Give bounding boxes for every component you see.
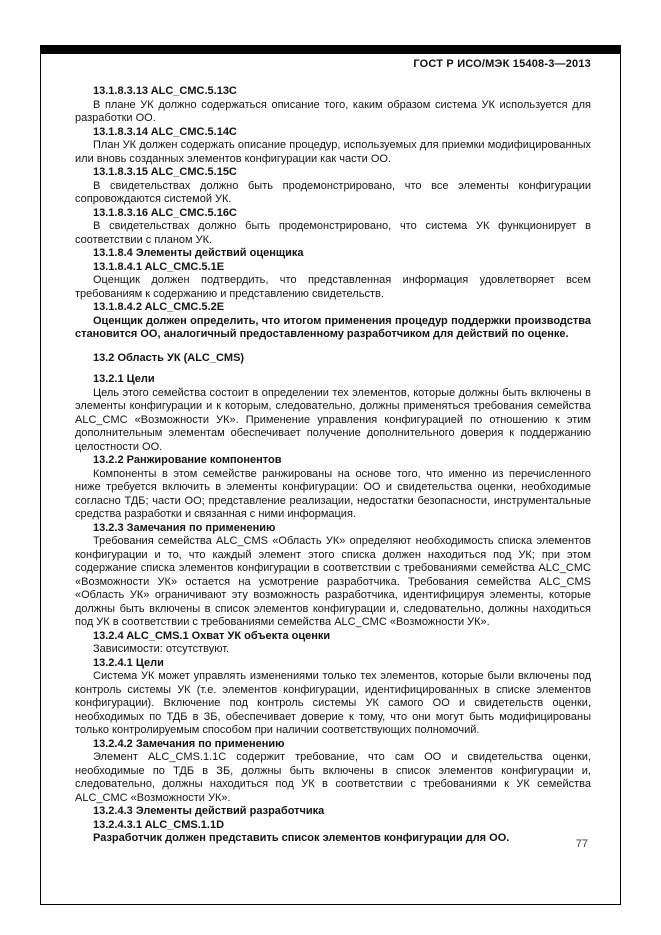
- paragraph: Оценщик должен подтвердить, что представленная информация удовлетворяет всем требованиям к содержанию и представлению свидетельств.: [75, 274, 591, 300]
- section-heading: 13.2 Область УК (ALC_CMS): [93, 351, 245, 364]
- clause-heading: 13.1.8.3.14 ALC_CMC.5.14C: [93, 125, 237, 138]
- bold-paragraph: Оценщик должен определить, что итогом применения процедур поддержки производства становится ОО, аналогичный предоставленному разработчиком для действий по оценке.: [75, 314, 591, 340]
- clause-heading: 13.1.8.3.13 ALC_CMC.5.13C: [93, 85, 237, 97]
- clause-heading: 13.1.8.4 Элементы действий оценщика: [93, 247, 304, 259]
- clause-heading: 13.1.8.4.1 ALC_CMC.5.1E: [93, 260, 225, 273]
- clause-heading: 13.2.4 ALC_CMS.1 Охват УК объекта оценки: [93, 629, 331, 642]
- paragraph: Элемент ALC_CMS.1.1C содержит требование, что сам ОО и свидетельства оценки, необходимые по ТДБ в ЗБ, должны быть включены в список элементов конфигурации и, следовательно, должны находиться под УК в соответствии с требованиями к УК семейства ALC_CMC «Возможности УК».: [75, 751, 591, 804]
- page-footer: [576, 838, 588, 850]
- paragraph: Требования семейства ALC_CMS «Область УК» определяют необходимость списка элементов конфигурации и то, что каждый элемент этого списка должен находиться под УК; при этом содержание списка элементов конфигурации в соответствии с требованиями семейства ALC_CMC «Возможности УК» остается на усмотрение разработчика. Требования семейства ALC_CMS «Область УК» ограничивают эту возможность разработчика, идентифицируя элементы, которые должны быть включены в список элементов конфигурации и, следовательно, должны находиться под УК в соответствии с требованиями семейства ALC_CMC «Возможности УК».: [75, 535, 591, 628]
- paragraph: Компоненты в этом семействе ранжированы на основе того, что именно из перечисленного ниже требуется включить в элементы конфигурации: ОО и свидетельства оценки, необходимые согласно ТДБ; части ОО; представление реализации, недостатки безопасности, инструментальные средства разработки и связанная с ними информация.: [75, 467, 591, 520]
- doc-code: ГОСТ Р ИСО/МЭК 15408-3—2013: [413, 58, 591, 70]
- bold-paragraph: Разработчик должен представить список элементов конфигурации для ОО.: [93, 832, 510, 844]
- clause-heading: 13.1.8.3.16 ALC_CMC.5.16C: [93, 206, 237, 219]
- paragraph: Зависимости: отсутствуют.: [93, 643, 230, 655]
- page-number: 77: [575, 838, 588, 850]
- clause-heading: 13.2.4.2 Замечания по применению: [93, 737, 285, 750]
- paragraph: Цель этого семейства состоит в определении тех элементов, которые должны быть включены в элементы конфигурации и к которым, следовательно, должны применяться требования семейства ALC_CMC «Возможности УК». Применение управления конфигурацией по отношению к этим дополнительным элементам обеспечивает получение дополнительного доверия к поддержанию целостности ОО.: [75, 386, 591, 453]
- paragraph: Система УК может управлять изменениями только тех элементов, которые были включены под контроль системы УК (т.е. элементов конфигурации, идентифицированных в списке элементов конфигурации). Включение под контроль системы УК самого ОО и свидетельств оценки, необходимых по ТДБ в ЗБ, обеспечивает доверие к тому, что они могут быть модифицированы только контролируемым способом при наличии соответствующих полномочий.: [75, 670, 591, 736]
- clause-heading: 13.1.8.4.2 ALC_CMC.5.2E: [93, 301, 225, 313]
- paragraph: План УК должен содержать описание процедур, используемых для приемки модифицированных или вновь созданных элементов конфигурации как части ОО.: [75, 139, 591, 165]
- clause-heading: 13.1.8.3.15 ALC_CMC.5.15C: [93, 166, 237, 178]
- clause-heading: 13.2.1 Цели: [93, 373, 155, 385]
- paragraph: В свидетельствах должно быть продемонстрировано, что все элементы конфигурации сопровождаются системой УК.: [75, 179, 591, 205]
- clause-heading: 13.2.3 Замечания по применению: [93, 521, 276, 534]
- document-body: [75, 85, 591, 846]
- clause-heading: 13.2.2 Ранжирование компонентов: [93, 454, 282, 466]
- clause-heading: 13.2.4.3.1 ALC_CMS.1.1D: [93, 818, 225, 831]
- clause-heading: 13.2.4.3 Элементы действий разработчика: [93, 805, 325, 817]
- paragraph: В свидетельствах должно быть продемонстрировано, что система УК функционирует в соответствии с планом УК.: [75, 220, 591, 246]
- clause-heading: 13.2.4.1 Цели: [93, 656, 164, 669]
- paragraph: В плане УК должно содержаться описание того, каким образом система УК используется для разработки ОО.: [75, 98, 591, 124]
- document-header: [75, 58, 591, 70]
